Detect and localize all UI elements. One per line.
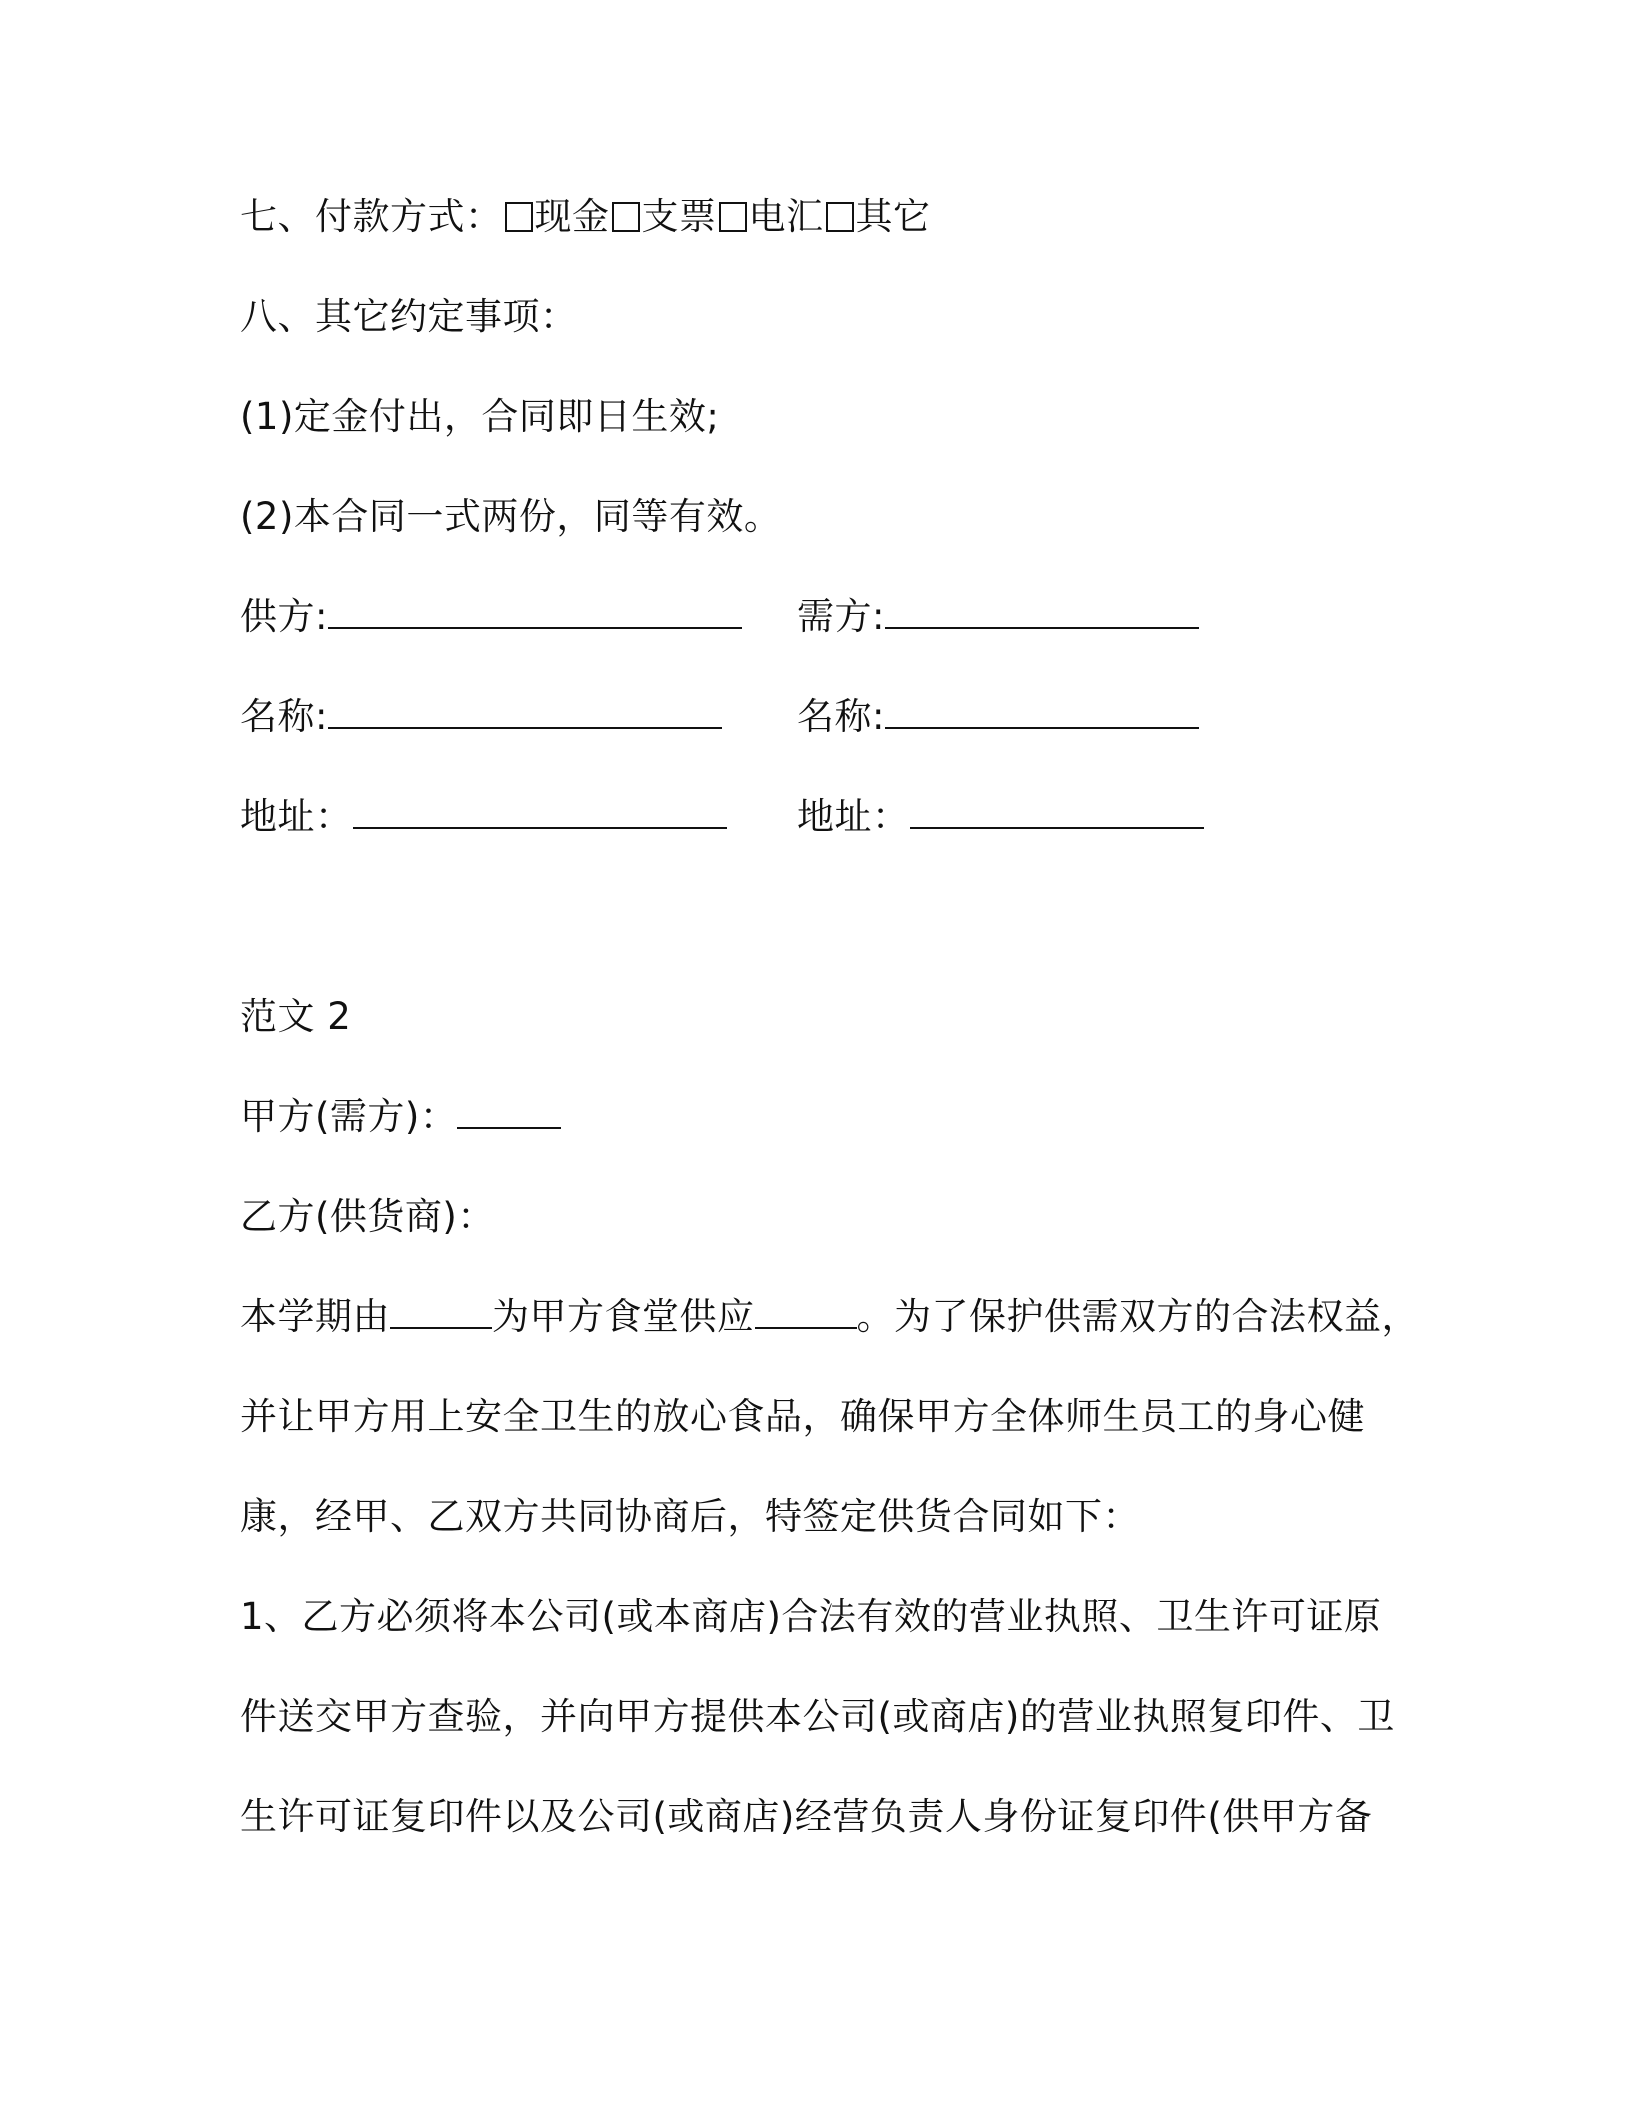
supplier-name-label: 名称:: [240, 695, 328, 738]
intro-line-2: 并让甲方用上安全卫生的放心食品，确保甲方全体师生员工的身心健: [240, 1395, 1365, 1438]
supplier-label: 供方:: [240, 595, 328, 638]
payment-method-label: 七、付款方式：: [240, 195, 503, 238]
intro-blank-1: [390, 1293, 492, 1329]
intro-text-2: 为甲方食堂供应: [492, 1295, 755, 1338]
intro-text-1: 本学期由: [240, 1295, 390, 1338]
supplier-line: [240, 592, 742, 642]
supplier-name-blank: [328, 693, 722, 729]
payment-option-cash: 现金: [534, 195, 610, 238]
party-a-line: [240, 1092, 561, 1142]
checkbox-icon: [826, 202, 854, 232]
payment-option-check: 支票: [641, 195, 717, 238]
payment-option-wire: 电汇: [748, 195, 824, 238]
buyer-name-line: [797, 692, 1199, 742]
checkbox-icon: [719, 202, 747, 232]
checkbox-icon: [505, 202, 533, 232]
supplier-blank: [328, 593, 742, 629]
buyer-name-label: 名称:: [797, 695, 885, 738]
payment-option-other: 其它: [855, 195, 931, 238]
clause-1-line-1: 1、乙方必须将本公司(或本商店)合法有效的营业执照、卫生许可证原: [240, 1595, 1382, 1638]
intro-line-1: [240, 1292, 1419, 1342]
section-8-item-2: (2)本合同一式两份，同等有效。: [240, 495, 782, 538]
section-8-title: 八、其它约定事项：: [240, 295, 578, 338]
supplier-address-blank: [353, 793, 727, 829]
buyer-address-label: 地址：: [797, 795, 910, 838]
supplier-address-label: 地址：: [240, 795, 353, 838]
buyer-line: [797, 592, 1199, 642]
buyer-address-blank: [910, 793, 1204, 829]
supplier-address-line: [240, 792, 727, 842]
section-8-item-1: (1)定金付出，合同即日生效;: [240, 395, 720, 438]
clause-1-line-3: 生许可证复印件以及公司(或商店)经营负责人身份证复印件(供甲方备: [240, 1795, 1373, 1838]
checkbox-icon: [612, 202, 640, 232]
intro-line-3: 康，经甲、乙双方共同协商后，特签定供货合同如下：: [240, 1495, 1140, 1538]
intro-text-3: 。为了保护供需双方的合法权益，: [856, 1295, 1419, 1338]
intro-blank-2: [755, 1293, 857, 1329]
clause-1-line-2: 件送交甲方查验，并向甲方提供本公司(或商店)的营业执照复印件、卫: [240, 1695, 1395, 1738]
supplier-name-line: [240, 692, 722, 742]
buyer-label: 需方:: [797, 595, 885, 638]
buyer-blank: [885, 593, 1199, 629]
buyer-address-line: [797, 792, 1204, 842]
payment-method-line: [240, 192, 931, 242]
buyer-name-blank: [885, 693, 1199, 729]
party-b-label: 乙方(供货商)：: [240, 1195, 495, 1238]
party-a-label: 甲方(需方)：: [240, 1095, 458, 1138]
party-a-blank: [457, 1093, 561, 1129]
sample-2-heading: 范文 2: [240, 995, 352, 1038]
